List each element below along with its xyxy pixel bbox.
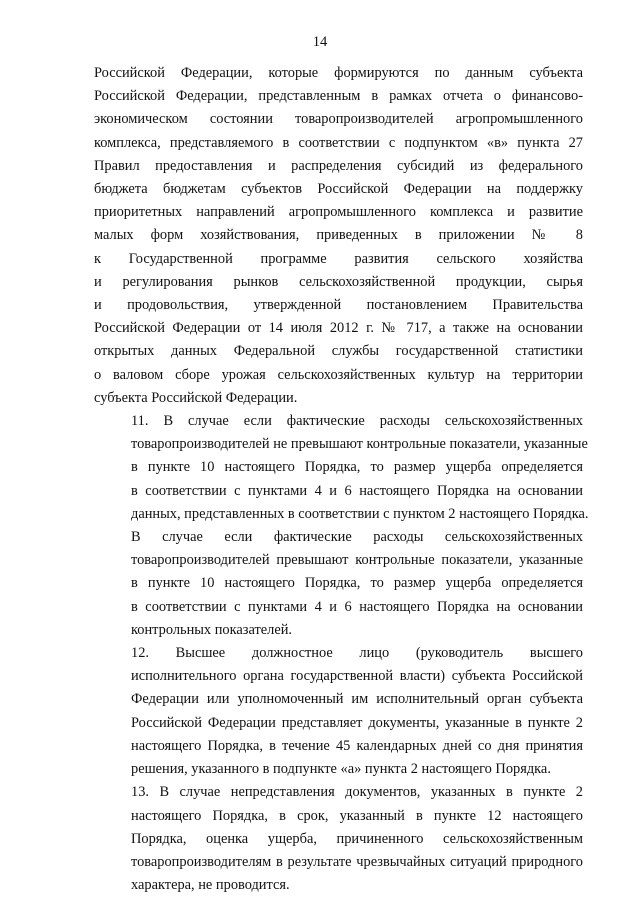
page-number: 14 (312, 34, 328, 50)
text-line: и продовольствия, утвержденной постановлением Правительства (94, 297, 583, 314)
text-line: Российской Федерации от 14 июля 2012 г. № 717, а также на основании (94, 320, 583, 337)
text-line: в соответствии с пунктами 4 и 6 настоящего Порядка на основании (131, 482, 583, 499)
text-line: Российской Федерации, которые формируются по данным субъекта (94, 65, 583, 81)
text-line: субъекта Российской Федерации. (94, 389, 298, 406)
text-line: 13. В случае непредставления документов, указанных в пункте 2 (131, 784, 583, 801)
text-line: решения, указанного в подпункте «а» пункта 2 настоящего Порядка. (131, 761, 551, 778)
document-body (94, 62, 589, 897)
text-line: Федерации или уполномоченный им исполнительный орган субъекта (131, 691, 583, 708)
paragraph (94, 642, 583, 781)
paragraph (94, 410, 589, 526)
text-line: комплекса, представляемого в соответствии с подпунктом «в» пункта 27 (94, 134, 583, 151)
text-line: приоритетных направлений агропромышленного комплекса и развитие (94, 204, 583, 221)
text-line: Российской Федерации, представленным в рамках отчета о финансово- (94, 88, 583, 105)
text-line: 11. В случае если фактические расходы сельскохозяйственных (131, 413, 583, 430)
text-line: малых форм хозяйствования, приведенных в приложении № 8 (94, 227, 583, 244)
paragraph (94, 526, 583, 642)
text-line: бюджета бюджетам субъектов Российской Федерации на поддержку (94, 181, 583, 198)
text-line: данных, представленных в соответствии с пунктом 2 настоящего Порядка. (131, 505, 589, 522)
text-line: Правил предоставления и распределения субсидий из федерального (94, 157, 583, 174)
text-line: в пункте 10 настоящего Порядка, то размер ущерба определяется (131, 459, 583, 476)
text-line: к Государственной программе развития сельского хозяйства (94, 250, 583, 267)
text-line: характера, не проводится. (131, 877, 290, 894)
text-line: 12. Высшее должностное лицо (руководитель высшего (131, 645, 583, 662)
text-line: и регулирования рынков сельскохозяйственной продукции, сырья (94, 273, 583, 290)
text-line: в соответствии с пунктами 4 и 6 настоящего Порядка на основании (131, 598, 583, 615)
text-line: исполнительного органа государственной власти) субъекта Российской (131, 668, 583, 685)
text-line: настоящего Порядка, в срок, указанный в пункте 12 настоящего (131, 807, 583, 824)
paragraph (94, 62, 583, 410)
text-line: контрольных показателей. (131, 621, 293, 638)
text-line: Российской Федерации представляет документы, указанные в пункте 2 (131, 714, 583, 731)
text-line: экономическом состоянии товаропроизводителей агропромышленного (94, 111, 583, 128)
text-line: товаропроизводителям в результате чрезвычайных ситуаций природного (131, 853, 583, 870)
text-line: о валовом сборе урожая сельскохозяйственных культур на территории (94, 366, 583, 383)
paragraph (94, 781, 583, 897)
text-line: Порядка, оценка ущерба, причиненного сельскохозяйственным (131, 830, 583, 847)
text-line: товаропроизводителей превышают контрольные показатели, указанные (131, 552, 583, 569)
text-line: товаропроизводителей не превышают контрольные показатели, указанные (131, 436, 588, 453)
text-line: в пункте 10 настоящего Порядка, то размер ущерба определяется (131, 575, 583, 592)
text-line: открытых данных Федеральной службы государственной статистики (94, 343, 583, 360)
text-line: В случае если фактические расходы сельскохозяйственных (131, 529, 583, 546)
text-line: настоящего Порядка, в течение 45 календарных дней со дня принятия (131, 737, 583, 754)
